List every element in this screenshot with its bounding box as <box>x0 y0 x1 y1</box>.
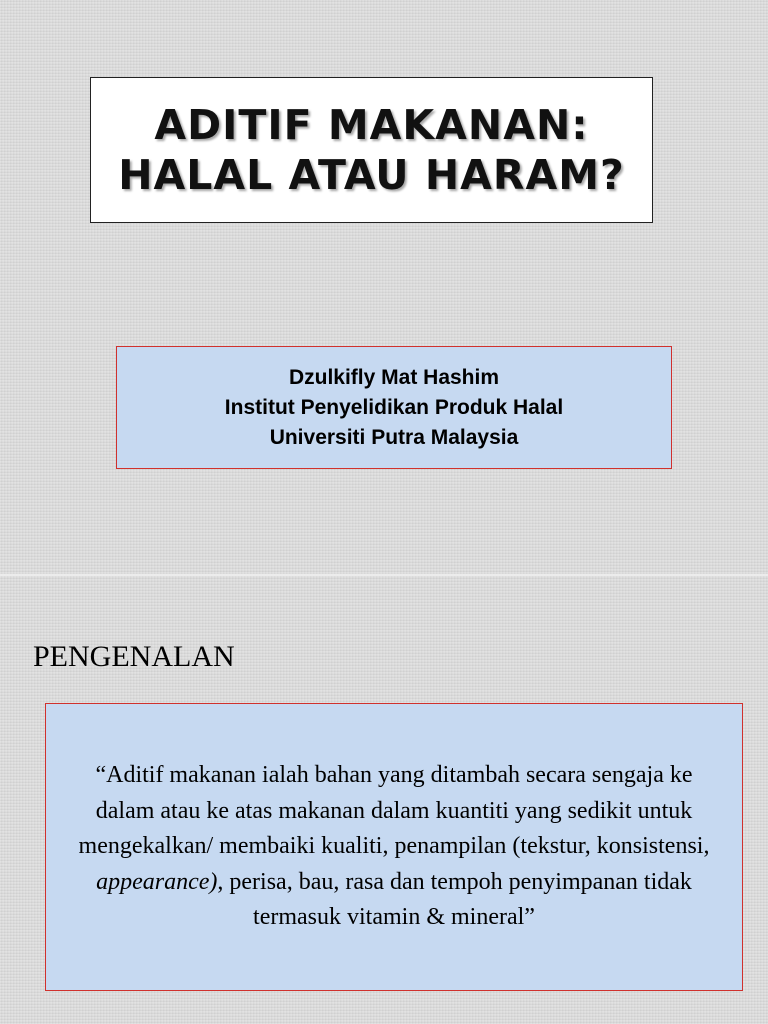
definition-quote-box <box>45 703 743 991</box>
quote-text-part-1: “Aditif makanan ialah bahan yang ditambah secara sengaja ke dalam atau ke atas makanan dalam kuantiti yang sedikit untuk mengekalkan/ membaiki kualiti, penampilan (tekstur, konsistensi, <box>78 762 710 860</box>
author-institute: Institut Penyelidikan Produk Halal <box>224 395 564 419</box>
section-heading: PENGENALAN <box>33 640 235 673</box>
author-university: Universiti Putra Malaysia <box>269 425 519 449</box>
author-box <box>116 346 672 469</box>
quote-text-italic: appearance) <box>96 868 218 895</box>
author-name: Dzulkifly Mat Hashim <box>288 365 500 389</box>
definition-quote <box>64 758 724 936</box>
title-line-1: ADITIF MAKANAN: <box>154 101 589 149</box>
title-box <box>90 77 653 223</box>
quote-text-part-2: , perisa, bau, rasa dan tempoh penyimpanan tidak termasuk vitamin & mineral” <box>217 868 692 931</box>
title-line-2: HALAL ATAU HARAM? <box>118 151 625 199</box>
